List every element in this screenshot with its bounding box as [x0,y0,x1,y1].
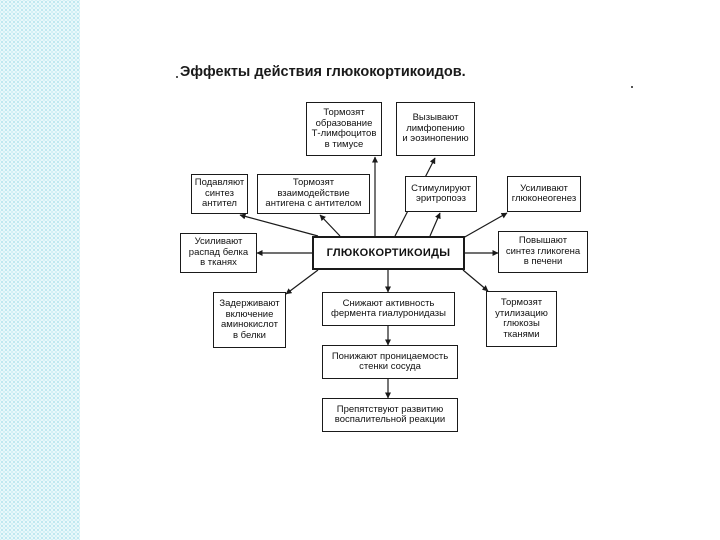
effect-erythropoiesis-box: Стимулируют эритропоэз [405,176,477,212]
effect-thymus-box: Тормозят образование Т-лимфоцитов в тимусе [306,102,382,156]
effect-protein-breakdown-box: Усиливают распад белка в тканях [180,233,257,273]
arrow-to-amino-acids [286,270,318,294]
effect-hyaluronidase-box: Снижают активность фермента гиалуронидазы [322,292,455,326]
arrow-to-erythropoiesis [430,213,440,236]
effect-lymphopenia-box: Вызывают лимфопению и эозинопению [396,102,475,156]
effect-glucose-utilization-box: Тормозят утилизацию глюкозы тканями [486,291,557,347]
effect-antibody-synthesis-box: Подавляют синтез антител [191,174,248,214]
arrow-to-glucose-utilization [463,270,488,291]
effect-vessel-permeability-box: Понижают проницаемость стенки сосуда [322,345,458,379]
effect-amino-acids-box: Задерживают включение аминокислот в белки [213,292,286,348]
glucocorticoids-center-box: ГЛЮКОКОРТИКОИДЫ [312,236,465,270]
diagram-title: Эффекты действия глюкокортикоидов. [180,64,466,80]
effect-inflammation-box: Препятствуют развитию воспалительной реакции [322,398,458,432]
effect-antigen-antibody-box: Тормозят взаимодействие антигена с антителом [257,174,370,214]
effect-glycogen-synthesis-box: Повышают синтез гликогена в печени [498,231,588,273]
effect-gluconeogenesis-box: Усиливают глюконеогенез [507,176,581,212]
arrow-to-antigen-antibody [320,215,340,236]
